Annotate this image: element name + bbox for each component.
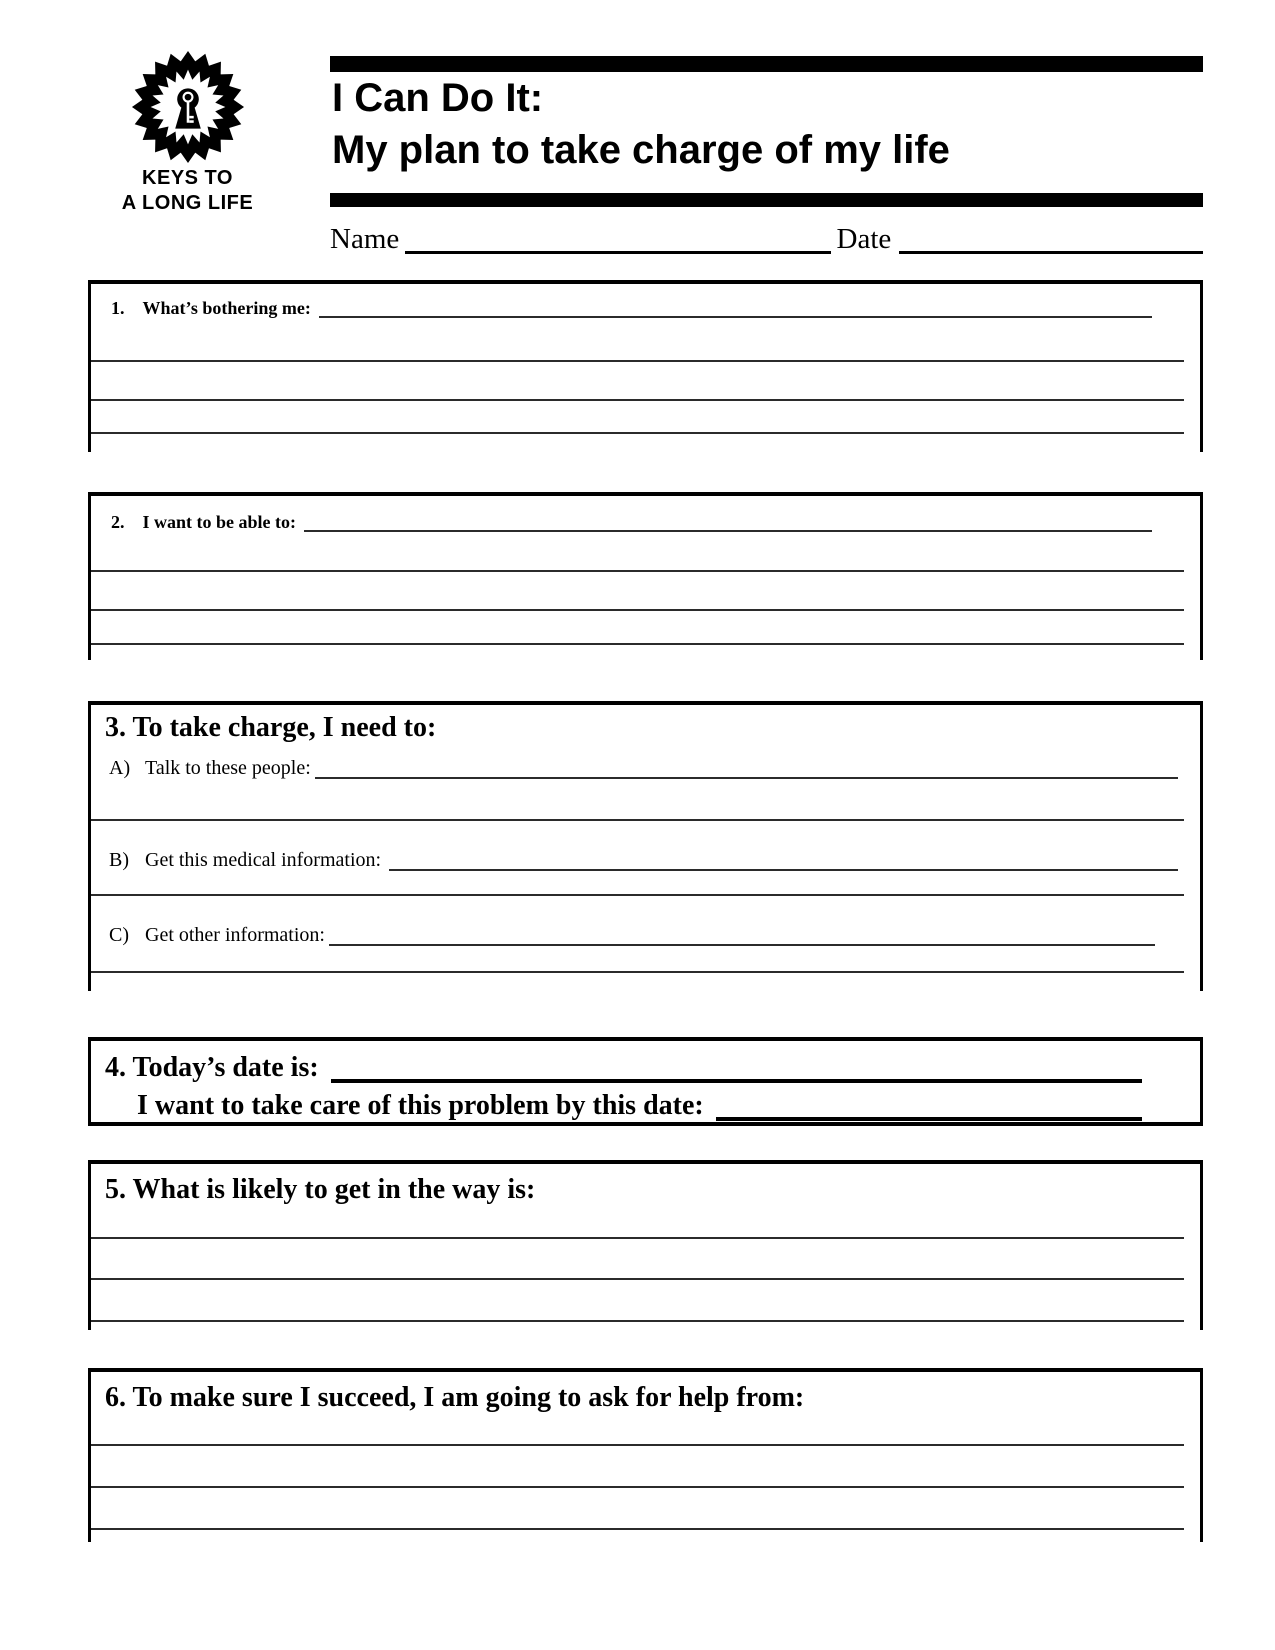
section-5-title: 5. What is likely to get in the way is: [105, 1174, 536, 1205]
section-3-item-a-row [91, 753, 1200, 779]
writing-line[interactable] [91, 894, 1184, 896]
header-bottom-bar [330, 193, 1203, 207]
writing-line[interactable] [91, 1278, 1184, 1280]
writing-line[interactable] [91, 570, 1184, 572]
keyhole-sunburst-icon [129, 48, 247, 166]
name-label: Name [330, 223, 400, 255]
writing-line[interactable] [91, 643, 1184, 645]
item-a-label: Talk to these people: [145, 757, 311, 779]
writing-line[interactable] [91, 1320, 1184, 1322]
date-input-line[interactable] [899, 245, 1203, 254]
item-a-answer-line[interactable] [315, 772, 1178, 779]
section-3-box [88, 701, 1203, 991]
header-top-bar [330, 56, 1203, 72]
section-2-number: 2. [111, 512, 125, 532]
target-date-line[interactable] [716, 1111, 1142, 1121]
item-c-answer-line[interactable] [329, 939, 1155, 946]
section-2-label-row [91, 508, 1200, 532]
item-a-prefix: A) [109, 757, 131, 779]
writing-line[interactable] [91, 1528, 1184, 1530]
section-3-item-c-row [91, 920, 1200, 946]
writing-line[interactable] [91, 399, 1184, 401]
section-1-number: 1. [111, 298, 125, 318]
section-2-label: I want to be able to: [142, 512, 296, 532]
item-b-label: Get this medical information: [145, 849, 382, 871]
section-6-title: 6. To make sure I succeed, I am going to ask for help from: [105, 1382, 805, 1413]
writing-line[interactable] [91, 971, 1184, 973]
writing-line[interactable] [91, 819, 1184, 821]
section-6-box [88, 1368, 1203, 1542]
todays-date-line[interactable] [331, 1073, 1142, 1083]
page-title-line1: I Can Do It: [332, 76, 544, 120]
section-5-box [88, 1160, 1203, 1330]
section-1-box [88, 280, 1203, 452]
item-c-label: Get other information: [145, 924, 325, 946]
name-date-row [330, 220, 1203, 254]
section-4-line2-row [91, 1085, 1200, 1121]
item-b-prefix: B) [109, 849, 129, 871]
item-c-prefix: C) [109, 924, 129, 946]
writing-line[interactable] [91, 360, 1184, 362]
item-b-answer-line[interactable] [389, 864, 1178, 871]
section-1-answer-line[interactable] [319, 311, 1152, 318]
section-4-box [88, 1037, 1203, 1126]
writing-line[interactable] [91, 1237, 1184, 1239]
writing-line[interactable] [91, 432, 1184, 434]
section-2-box [88, 492, 1203, 660]
writing-line[interactable] [91, 1486, 1184, 1488]
section-4-line1-label: 4. Today’s date is: [105, 1052, 319, 1083]
name-input-line[interactable] [405, 245, 830, 254]
section-1-label-row [91, 294, 1200, 318]
section-4-line1-row [91, 1047, 1200, 1083]
section-3-item-b-row [91, 845, 1200, 871]
section-3-title: 3. To take charge, I need to: [105, 712, 437, 743]
section-2-answer-line[interactable] [304, 525, 1152, 532]
section-1-label: What’s bothering me: [142, 298, 311, 318]
writing-line[interactable] [91, 609, 1184, 611]
writing-line[interactable] [91, 1444, 1184, 1446]
logo [70, 48, 305, 216]
date-label: Date [836, 223, 892, 255]
page-title-line2: My plan to take charge of my life [332, 128, 950, 172]
logo-caption-line1: KEYS TO [142, 167, 233, 189]
logo-caption-line2: A LONG LIFE [121, 192, 254, 214]
section-4-line2-label: I want to take care of this problem by this date: [137, 1090, 704, 1121]
